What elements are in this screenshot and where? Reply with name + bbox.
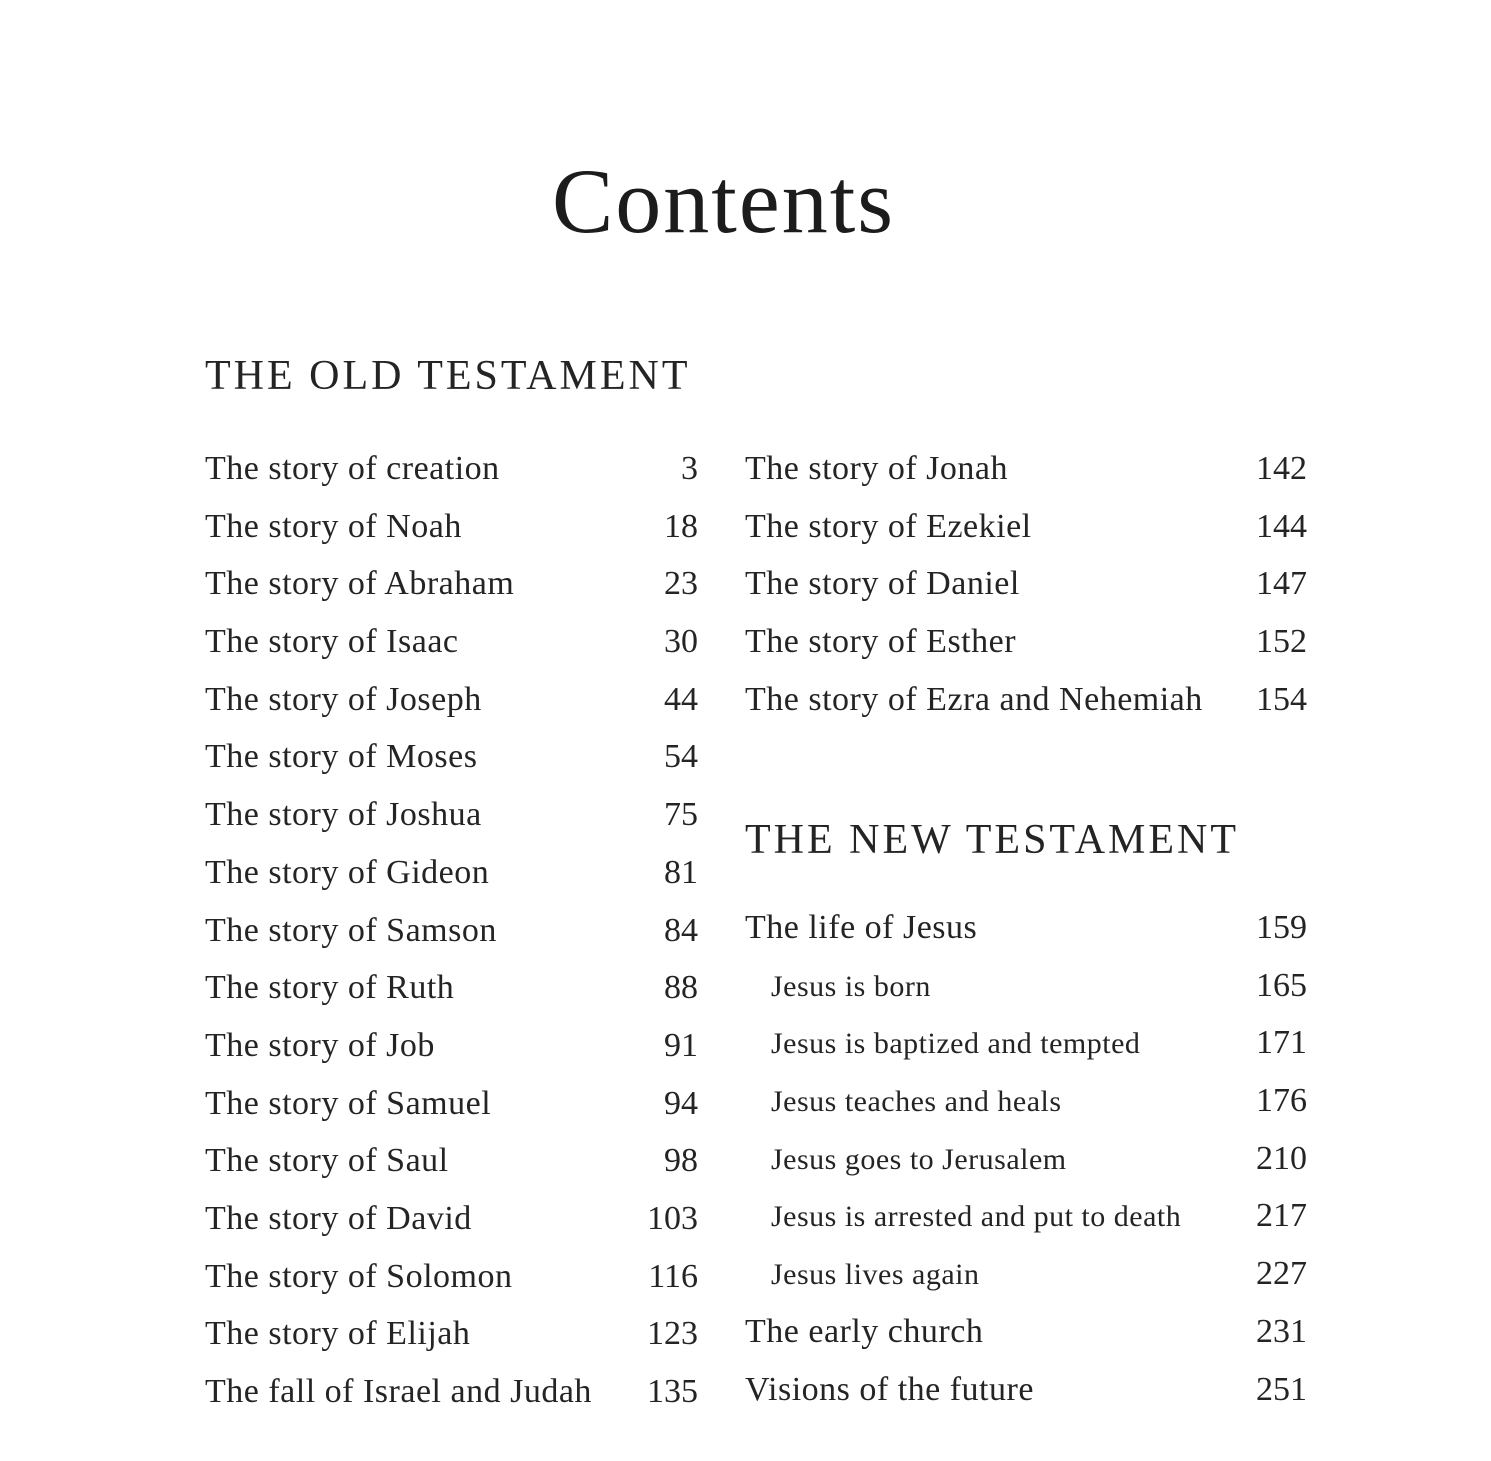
toc-entry-page-number: 123 — [647, 1315, 698, 1353]
toc-entry-label: The story of Ezekiel — [745, 507, 1032, 545]
section-heading-new-testament: THE NEW TESTAMENT — [745, 817, 1240, 863]
toc-entry — [745, 1303, 1307, 1361]
toc-entry-page-number: 144 — [1256, 507, 1307, 545]
toc-entry-label: Jesus is baptized and tempted — [771, 1027, 1141, 1061]
toc-entry — [205, 959, 698, 1017]
toc-entry-page-number: 210 — [1256, 1139, 1307, 1177]
new-testament-list — [745, 899, 1307, 1418]
toc-entry — [205, 555, 698, 613]
toc-entry — [745, 1130, 1307, 1188]
toc-entry-label: The early church — [745, 1312, 984, 1350]
toc-entry-page-number: 54 — [664, 738, 698, 776]
toc-entry-page-number: 81 — [664, 853, 698, 891]
toc-entry-label: Jesus lives again — [771, 1258, 980, 1292]
toc-entry — [745, 1072, 1307, 1130]
toc-entry — [745, 899, 1307, 957]
toc-entry-label: The story of David — [205, 1199, 472, 1237]
toc-entry — [745, 1014, 1307, 1072]
toc-entry — [205, 1248, 698, 1306]
toc-entry-page-number: 152 — [1256, 623, 1307, 661]
toc-entry-label: The life of Jesus — [745, 909, 978, 946]
toc-entry-label: The story of Esther — [745, 623, 1017, 661]
toc-entry-page-number: 103 — [647, 1199, 698, 1237]
toc-entry-label: Visions of the future — [745, 1370, 1034, 1408]
toc-entry-page-number: 3 — [681, 450, 698, 487]
toc-entry-page-number: 165 — [1256, 966, 1307, 1004]
toc-entry-page-number: 147 — [1256, 565, 1307, 603]
toc-entry-label: Jesus teaches and heals — [771, 1085, 1062, 1119]
toc-entry — [745, 440, 1307, 498]
toc-entry-label: The story of Abraham — [205, 565, 515, 603]
toc-entry — [745, 957, 1307, 1015]
toc-entry — [745, 671, 1307, 729]
toc-entry-page-number: 251 — [1256, 1370, 1307, 1408]
toc-entry-page-number: 227 — [1256, 1255, 1307, 1293]
toc-entry-page-number: 44 — [664, 680, 698, 718]
toc-entry — [205, 844, 698, 902]
toc-entry-label: The story of Elijah — [205, 1315, 471, 1353]
toc-entry — [205, 1017, 698, 1075]
toc-entry-page-number: 98 — [664, 1142, 698, 1180]
toc-entry-label: The story of Saul — [205, 1142, 449, 1180]
toc-entry-label: The story of Samuel — [205, 1084, 492, 1122]
toc-entry-label: The story of Gideon — [205, 853, 490, 891]
toc-entry — [205, 1190, 698, 1248]
toc-entry-label: The story of Jonah — [745, 450, 1009, 487]
toc-entry-page-number: 171 — [1256, 1024, 1307, 1062]
toc-entry — [745, 1361, 1307, 1419]
toc-entry-label: The story of Moses — [205, 738, 478, 776]
toc-entry — [745, 1245, 1307, 1303]
toc-entry — [205, 613, 698, 671]
toc-entry — [205, 786, 698, 844]
toc-entry-label: The story of Noah — [205, 507, 462, 545]
toc-entry — [745, 1187, 1307, 1245]
toc-entry-label: The story of Daniel — [745, 565, 1020, 603]
toc-entry-label: The story of Isaac — [205, 623, 459, 661]
toc-entry — [205, 902, 698, 960]
toc-entry-label: The story of creation — [205, 450, 500, 487]
toc-entry-page-number: 18 — [664, 507, 698, 545]
old-testament-list-left-column — [205, 440, 698, 1421]
toc-entry-label: Jesus is arrested and put to death — [771, 1200, 1182, 1234]
toc-entry — [745, 498, 1307, 556]
toc-entry-label: The story of Joshua — [205, 796, 482, 834]
toc-entry-label: Jesus goes to Jerusalem — [771, 1142, 1067, 1176]
toc-entry-label: Jesus is born — [771, 969, 931, 1003]
toc-entry-page-number: 176 — [1256, 1082, 1307, 1120]
old-testament-list-right-column — [745, 440, 1307, 728]
toc-entry-page-number: 135 — [647, 1373, 698, 1410]
toc-entry — [205, 498, 698, 556]
toc-entry — [745, 613, 1307, 671]
toc-entry-page-number: 75 — [664, 796, 698, 834]
toc-entry-label: The fall of Israel and Judah — [205, 1373, 592, 1410]
toc-entry-label: The story of Job — [205, 1026, 435, 1064]
toc-entry-page-number: 94 — [664, 1084, 698, 1122]
toc-entry-label: The story of Solomon — [205, 1257, 513, 1295]
toc-entry-page-number: 23 — [664, 565, 698, 603]
toc-entry-page-number: 91 — [664, 1026, 698, 1064]
toc-entry — [205, 671, 698, 729]
toc-entry-page-number: 159 — [1256, 909, 1307, 946]
toc-entry-page-number: 154 — [1256, 680, 1307, 718]
toc-entry — [205, 1132, 698, 1190]
toc-entry — [205, 1075, 698, 1133]
toc-entry-page-number: 88 — [664, 969, 698, 1007]
toc-entry — [205, 440, 698, 498]
toc-entry-page-number: 217 — [1256, 1197, 1307, 1235]
page-title: Contents — [551, 150, 896, 252]
toc-entry-label: The story of Ezra and Nehemiah — [745, 680, 1203, 718]
toc-entry-page-number: 84 — [664, 911, 698, 949]
toc-entry-label: The story of Ruth — [205, 969, 455, 1007]
toc-entry-page-number: 231 — [1256, 1312, 1307, 1350]
toc-entry-page-number: 142 — [1256, 450, 1307, 487]
toc-entry-page-number: 30 — [664, 623, 698, 661]
toc-entry-label: The story of Joseph — [205, 680, 482, 718]
toc-entry — [745, 555, 1307, 613]
toc-entry — [205, 1305, 698, 1363]
toc-entry — [205, 728, 698, 786]
toc-entry-label: The story of Samson — [205, 911, 497, 949]
toc-entry — [205, 1363, 698, 1421]
toc-entry-page-number: 116 — [648, 1257, 698, 1295]
section-heading-old-testament: THE OLD TESTAMENT — [205, 353, 691, 399]
